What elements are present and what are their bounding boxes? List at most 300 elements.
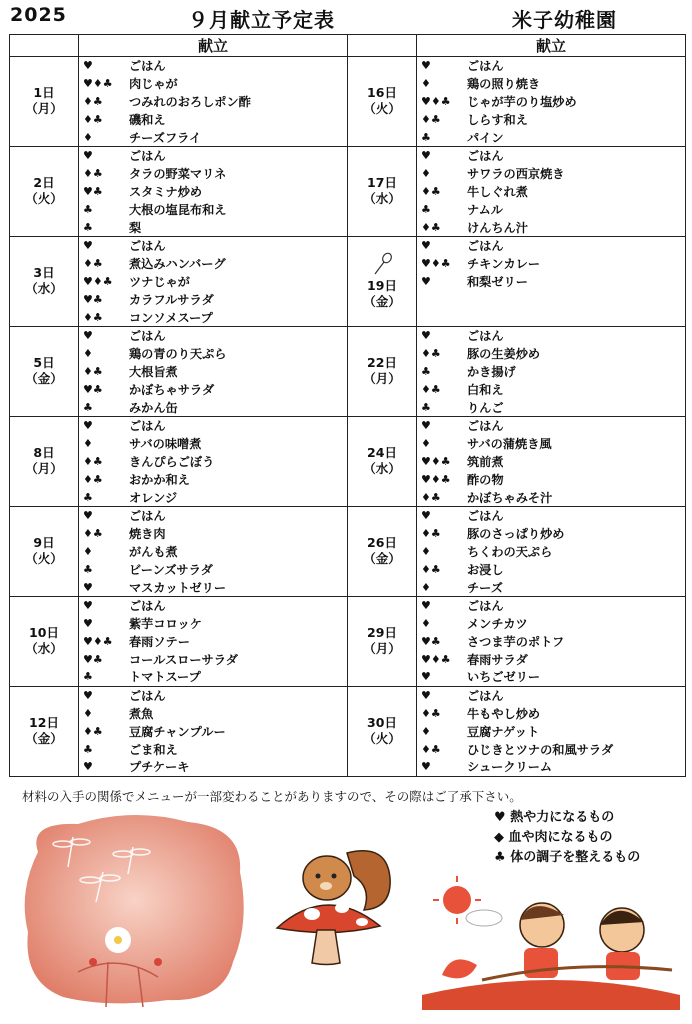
menu-item — [417, 273, 685, 291]
food-group-symbols: ♣ — [421, 400, 431, 414]
dish-name: チーズフライ — [129, 130, 202, 145]
food-group-symbols: ♦ — [83, 707, 93, 721]
dish-name: じゃが芋のり塩炒め — [467, 94, 577, 109]
dish-name: いちごゼリー — [467, 670, 541, 685]
menu-item — [79, 75, 347, 93]
menu-item — [79, 597, 347, 615]
children-tug-of-war-illustration — [422, 870, 680, 1010]
date-header-right — [348, 35, 417, 57]
weekday-label: （火） — [25, 191, 63, 207]
dish-name: 大根の塩昆布和え — [129, 202, 227, 217]
dish-name: ごはん — [467, 149, 504, 164]
food-group-symbols: ♣ — [421, 202, 431, 216]
food-group-symbols: ♦♣ — [421, 382, 441, 396]
food-group-symbols: ♥ — [421, 509, 431, 523]
menu-item — [79, 398, 347, 416]
menu-item — [79, 110, 347, 128]
food-group-symbols: ♥ — [83, 329, 93, 343]
date-cell — [10, 326, 79, 416]
dish-name: ごはん — [467, 329, 504, 344]
food-group-symbols: ♦♣ — [83, 167, 103, 181]
menu-item — [417, 93, 685, 111]
food-group-symbols: ♦ — [83, 347, 93, 361]
menu-item — [79, 255, 347, 273]
dish-name: ごはん — [467, 419, 504, 434]
menu-item — [79, 327, 347, 345]
menu-item — [417, 578, 685, 596]
dish-name: ちくわの天ぷら — [467, 544, 553, 559]
food-group-symbols: ♥ — [421, 670, 431, 684]
menu-item — [79, 363, 347, 381]
date-cell — [10, 416, 79, 506]
day-number: 2日 — [33, 175, 55, 191]
menu-item — [79, 165, 347, 183]
menu-item — [79, 273, 347, 291]
dish-name: ごはん — [129, 59, 166, 74]
food-group-symbols: ♦ — [83, 437, 93, 451]
day-number: 30日 — [367, 715, 397, 731]
menu-item — [79, 308, 347, 326]
menu-items-cell — [417, 596, 686, 686]
food-group-symbols: ♦ — [83, 130, 93, 144]
menu-items-cell — [417, 236, 686, 326]
table-header-row — [10, 35, 686, 57]
food-group-symbols: ♣ — [83, 742, 93, 756]
menu-item — [79, 740, 347, 758]
food-group-symbols: ♣ — [83, 400, 93, 414]
menu-items-cell — [417, 416, 686, 506]
dish-name: サバの味噌煮 — [129, 437, 202, 452]
dish-name: 煮込みハンバーグ — [129, 257, 226, 272]
menu-item — [417, 417, 685, 435]
food-group-symbols: ♦♣ — [83, 257, 103, 271]
weekday-label: （水） — [25, 641, 63, 657]
food-group-symbols: ♥♦♣ — [83, 634, 113, 648]
dish-name: パイン — [467, 130, 504, 145]
dish-name: シュークリーム — [467, 760, 553, 775]
dish-name: ごはん — [467, 59, 504, 74]
date-cell — [348, 506, 417, 596]
dish-name: ごはん — [129, 239, 166, 254]
week-day-row — [10, 686, 686, 776]
dish-name: マスカットゼリー — [129, 580, 227, 595]
dish-name: 磯和え — [129, 112, 166, 127]
menu-item — [417, 255, 685, 273]
dish-name: タラの野菜マリネ — [129, 167, 227, 182]
menu-item — [79, 488, 347, 506]
dish-name: オレンジ — [129, 490, 178, 505]
menu-item — [79, 453, 347, 471]
dish-name: 豆腐チャンプルー — [129, 724, 226, 739]
menu-item — [417, 488, 685, 506]
dish-name: ツナじゃが — [129, 274, 190, 289]
dish-name: きんぴらごぼう — [129, 454, 215, 469]
food-group-symbols: ♦♣ — [421, 707, 441, 721]
dish-name: おかか和え — [129, 472, 190, 487]
food-group-symbols: ♥ — [421, 599, 431, 613]
food-group-symbols: ♥ — [83, 689, 93, 703]
menu-item — [417, 200, 685, 218]
week-day-row — [10, 146, 686, 236]
menu-items-cell — [79, 236, 348, 326]
dish-name: つみれのおろしポン酢 — [129, 94, 251, 109]
menu-items-cell — [79, 326, 348, 416]
menu-item — [79, 668, 347, 686]
menu-item — [79, 290, 347, 308]
week-day-row — [10, 326, 686, 416]
food-group-symbols: ♦♣ — [83, 724, 103, 738]
date-cell — [348, 57, 417, 147]
weekday-label: （火） — [25, 551, 63, 567]
menu-item — [417, 218, 685, 236]
menu-item — [417, 687, 685, 705]
autumn-dragonfly-illustration — [18, 812, 248, 1008]
menu-items-cell — [79, 596, 348, 686]
dish-name: 豆腐ナゲット — [467, 724, 540, 739]
menu-item — [79, 722, 347, 740]
menu-header-right: 献立 — [417, 35, 686, 57]
menu-item — [417, 237, 685, 255]
menu-item — [417, 398, 685, 416]
menu-item — [417, 183, 685, 201]
food-group-symbols: ♦ — [83, 544, 93, 558]
menu-item — [79, 183, 347, 201]
dish-name: 筑前煮 — [467, 454, 504, 469]
dish-name: ごはん — [467, 599, 504, 614]
food-group-symbols: ♥♣ — [83, 292, 103, 306]
date-header-left — [10, 35, 79, 57]
menu-item — [79, 218, 347, 236]
food-group-symbols: ♦♣ — [83, 527, 103, 541]
day-number: 8日 — [33, 445, 55, 461]
menu-item — [79, 705, 347, 723]
menu-items-cell — [417, 326, 686, 416]
menu-item — [79, 57, 347, 75]
food-group-symbols: ♦♣ — [83, 94, 103, 108]
dish-name: ごはん — [129, 689, 166, 704]
date-cell — [10, 236, 79, 326]
food-group-symbols: ♥ — [83, 580, 93, 594]
menu-item — [417, 740, 685, 758]
day-number: 10日 — [29, 625, 59, 641]
dish-name: ごはん — [467, 509, 504, 524]
date-cell — [348, 686, 417, 776]
food-group-symbols: ♦♣ — [421, 562, 441, 576]
food-group-symbols: ♥♦♣ — [421, 472, 451, 486]
menu-item — [79, 578, 347, 596]
day-number: 17日 — [367, 175, 397, 191]
day-number: 9日 — [33, 535, 55, 551]
week-day-row — [10, 506, 686, 596]
weekday-label: （金） — [25, 731, 63, 747]
day-number: 19日 — [367, 278, 397, 294]
menu-item — [417, 705, 685, 723]
menu-body — [10, 57, 686, 777]
food-group-symbols: ♥ — [421, 274, 431, 288]
dish-name: しらす和え — [467, 112, 528, 127]
dish-name: 春雨ソテー — [129, 634, 190, 649]
dish-name: コールスローサラダ — [129, 652, 238, 667]
legend-item-energy: ♥ 熱や力になるもの — [494, 810, 615, 825]
dish-name: 和梨ゼリー — [467, 274, 528, 289]
dish-name: チーズ — [467, 580, 503, 595]
weekday-label: （金） — [363, 551, 401, 567]
dish-name: プチケーキ — [129, 760, 190, 775]
dish-name: 肉じゃが — [129, 77, 178, 92]
date-cell — [348, 146, 417, 236]
dish-name: さつま芋のポトフ — [467, 634, 565, 649]
week-day-row — [10, 236, 686, 326]
menu-item — [79, 93, 347, 111]
week-day-row — [10, 57, 686, 147]
food-group-symbols: ♥ — [83, 419, 93, 433]
food-group-symbols: ♦♣ — [83, 472, 103, 486]
food-group-symbols: ♥ — [83, 599, 93, 613]
dish-name: ごはん — [467, 239, 504, 254]
date-cell — [10, 506, 79, 596]
food-group-symbols: ♥ — [421, 419, 431, 433]
day-number: 12日 — [29, 715, 59, 731]
menu-item — [417, 345, 685, 363]
food-group-symbols: ♥ — [421, 329, 431, 343]
menu-items-cell — [417, 506, 686, 596]
date-cell — [348, 416, 417, 506]
dish-name: お浸し — [467, 562, 504, 577]
dish-name: かぼちゃみそ汁 — [467, 490, 553, 505]
menu-item — [417, 128, 685, 146]
food-group-symbols: ♣ — [421, 364, 431, 378]
food-group-symbols: ♦ — [421, 580, 431, 594]
menu-item — [417, 165, 685, 183]
food-group-symbols: ♦♣ — [83, 364, 103, 378]
menu-item — [79, 200, 347, 218]
weekday-label: （月） — [363, 641, 401, 657]
menu-item — [79, 380, 347, 398]
year-label: 2025 — [10, 4, 67, 26]
dish-name: チキンカレー — [467, 257, 541, 272]
menu-item — [79, 650, 347, 668]
menu-item — [417, 560, 685, 578]
menu-item — [417, 147, 685, 165]
food-group-symbols: ♥♣ — [421, 634, 441, 648]
food-group-legend — [494, 808, 640, 868]
dish-name: メンチカツ — [467, 617, 528, 632]
dish-name: 酢の物 — [467, 472, 504, 487]
food-group-symbols: ♣ — [83, 562, 93, 576]
food-group-symbols: ♥ — [421, 239, 431, 253]
dish-name: コンソメスープ — [129, 310, 213, 325]
menu-item — [417, 453, 685, 471]
dish-name: かぼちゃサラダ — [129, 382, 215, 397]
food-group-symbols: ♥♦♣ — [421, 257, 451, 271]
weekday-label: （金） — [25, 371, 63, 387]
date-cell — [10, 146, 79, 236]
food-group-symbols: ♥ — [83, 509, 93, 523]
dish-name: 梨 — [129, 220, 142, 235]
spoon-icon — [371, 252, 393, 276]
menu-item — [417, 110, 685, 128]
menu-items-cell — [417, 146, 686, 236]
week-day-row — [10, 596, 686, 686]
food-group-symbols: ♥ — [421, 689, 431, 703]
school-name: 米子幼稚園 — [512, 8, 617, 32]
menu-item — [417, 57, 685, 75]
dish-name: ごはん — [129, 419, 166, 434]
dish-name: 豚のさっぱり炒め — [467, 527, 565, 542]
dish-name: 大根旨煮 — [129, 364, 178, 379]
food-group-symbols: ♥♦♣ — [421, 652, 451, 666]
food-group-symbols: ♦♣ — [421, 112, 441, 126]
food-group-symbols: ♦♣ — [421, 220, 441, 234]
dish-name: ひじきとツナの和風サラダ — [467, 742, 614, 757]
dish-name: 牛もやし炒め — [467, 707, 541, 722]
dish-name: 焼き肉 — [129, 527, 166, 542]
dish-name: みかん缶 — [129, 400, 178, 415]
dish-name: ごはん — [467, 689, 504, 704]
weekday-label: （月） — [25, 461, 63, 477]
food-group-symbols: ♦ — [421, 544, 431, 558]
food-group-symbols: ♥ — [421, 760, 431, 774]
menu-item — [417, 722, 685, 740]
food-group-symbols: ♥♣ — [83, 382, 103, 396]
dish-name: 鶏の青のり天ぷら — [129, 347, 227, 362]
food-group-symbols: ♥ — [83, 617, 93, 631]
dish-name: ごはん — [129, 509, 166, 524]
weekday-label: （月） — [25, 101, 63, 117]
day-number: 29日 — [367, 625, 397, 641]
menu-item — [417, 470, 685, 488]
legend-item-body: ◆ 血や肉になるもの — [494, 830, 613, 845]
menu-item — [79, 543, 347, 561]
food-group-symbols: ♣ — [421, 130, 431, 144]
weekday-label: （水） — [363, 191, 401, 207]
weekday-label: （金） — [363, 294, 401, 310]
food-group-symbols: ♥ — [421, 149, 431, 163]
menu-items-cell — [79, 506, 348, 596]
menu-item — [417, 525, 685, 543]
food-group-symbols: ♦ — [421, 167, 431, 181]
menu-items-cell — [79, 57, 348, 147]
weekday-label: （火） — [363, 731, 401, 747]
menu-item — [79, 147, 347, 165]
menu-header-left: 献立 — [79, 35, 348, 57]
food-group-symbols: ♥ — [83, 59, 93, 73]
dish-name: サワラの西京焼き — [467, 167, 565, 182]
food-group-symbols: ♦♣ — [421, 527, 441, 541]
food-group-symbols: ♦♣ — [421, 742, 441, 756]
dish-name: 豚の生姜炒め — [467, 347, 541, 362]
weekday-label: （水） — [25, 281, 63, 297]
weekday-label: （月） — [363, 371, 401, 387]
date-cell — [348, 596, 417, 686]
menu-item — [79, 237, 347, 255]
menu-item — [417, 615, 685, 633]
day-number: 3日 — [33, 265, 55, 281]
menu-item — [79, 470, 347, 488]
food-group-symbols: ♦ — [421, 617, 431, 631]
weekday-label: （火） — [363, 101, 401, 117]
food-group-symbols: ♦♣ — [421, 347, 441, 361]
day-number: 1日 — [33, 85, 55, 101]
food-group-symbols: ♥♦♣ — [83, 77, 113, 91]
supply-note: 材料の入手の関係でメニューが一部変わることがありますので、その際はご了承下さい。 — [22, 789, 522, 804]
dish-name: 白和え — [467, 382, 504, 397]
dish-name: ごはん — [129, 599, 166, 614]
dish-name: ナムル — [467, 202, 503, 217]
dish-name: サバの蒲焼き風 — [467, 437, 552, 452]
day-number: 24日 — [367, 445, 397, 461]
date-cell — [10, 596, 79, 686]
menu-item — [417, 758, 685, 776]
dish-name: けんちん汁 — [467, 220, 528, 235]
food-group-symbols: ♦♣ — [83, 454, 103, 468]
menu-item — [417, 363, 685, 381]
menu-item — [79, 615, 347, 633]
menu-items-cell — [417, 57, 686, 147]
dish-name: りんご — [467, 400, 504, 415]
page-header — [0, 0, 692, 32]
menu-item — [79, 417, 347, 435]
food-group-symbols: ♥♦♣ — [421, 94, 451, 108]
food-group-symbols: ♥♦♣ — [83, 274, 113, 288]
menu-item — [417, 435, 685, 453]
menu-item — [79, 525, 347, 543]
dish-name: 煮魚 — [129, 707, 154, 722]
day-number: 5日 — [33, 355, 55, 371]
legend-item-condition: ♣ 体の調子を整えるもの — [494, 850, 641, 865]
food-group-symbols: ♣ — [83, 202, 93, 216]
dish-name: かき揚げ — [467, 364, 516, 379]
date-cell — [348, 326, 417, 416]
food-group-symbols: ♥ — [83, 239, 93, 253]
day-number: 22日 — [367, 355, 397, 371]
menu-item — [417, 75, 685, 93]
food-group-symbols: ♦♣ — [421, 184, 441, 198]
menu-table — [9, 34, 686, 777]
date-cell — [10, 686, 79, 776]
food-group-symbols: ♣ — [83, 670, 93, 684]
food-group-symbols: ♥ — [83, 760, 93, 774]
food-group-symbols: ♥ — [83, 149, 93, 163]
menu-item — [417, 380, 685, 398]
page-title: ９月献立予定表 — [188, 8, 335, 32]
week-day-row — [10, 416, 686, 506]
date-cell — [348, 236, 417, 326]
food-group-symbols: ♦♣ — [83, 310, 103, 324]
food-group-symbols: ♦ — [421, 437, 431, 451]
menu-items-cell — [79, 686, 348, 776]
dish-name: トマトスープ — [129, 670, 201, 685]
weekday-label: （水） — [363, 461, 401, 477]
food-group-symbols: ♦ — [421, 77, 431, 91]
dish-name: ごはん — [129, 329, 166, 344]
menu-item — [79, 758, 347, 776]
menu-item — [417, 668, 685, 686]
dish-name: ごま和え — [129, 742, 178, 757]
food-group-symbols: ♥♣ — [83, 184, 103, 198]
menu-item — [417, 543, 685, 561]
menu-item — [417, 650, 685, 668]
menu-items-cell — [79, 146, 348, 236]
dish-name: 牛しぐれ煮 — [467, 184, 528, 199]
food-group-symbols: ♥ — [421, 59, 431, 73]
food-group-symbols: ♥♦♣ — [421, 454, 451, 468]
food-group-symbols: ♥♣ — [83, 652, 103, 666]
menu-item — [79, 128, 347, 146]
day-number: 26日 — [367, 535, 397, 551]
menu-item — [417, 597, 685, 615]
date-cell — [10, 57, 79, 147]
